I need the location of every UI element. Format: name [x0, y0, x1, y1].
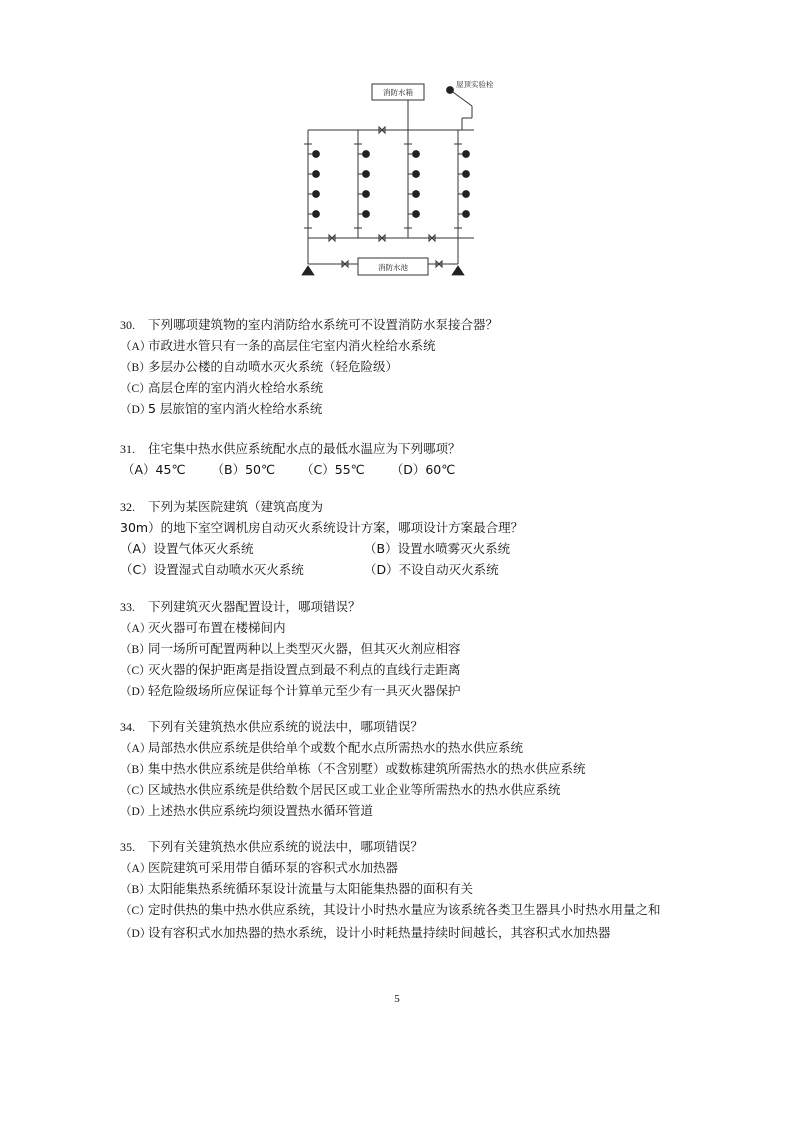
question-text: 下列建筑灭火器配置设计，哪项错误？ — [148, 599, 361, 614]
option-a: （A）局部热水供应系统是供给单个或数个配水点所需热水的热水供应系统 — [120, 740, 524, 755]
question-stem — [120, 496, 680, 517]
hydrant-column-2 — [363, 151, 370, 218]
option-b: （B）设置水喷雾灭火系统 — [364, 541, 511, 556]
pool-label: 消防水池 — [378, 263, 408, 272]
question-number: 35. — [120, 840, 135, 854]
options-row — [120, 459, 680, 480]
question-stem — [120, 314, 680, 335]
option-d: （D）上述热水供应系统均须设置热水循环管道 — [120, 803, 374, 818]
question-text: 住宅集中热水供应系统配水点的最低水温应为下列哪项？ — [148, 441, 461, 456]
hydrant-column-3 — [413, 151, 420, 218]
option-a: （A）市政进水管只有一条的高层住宅室内消火栓给水系统 — [120, 338, 436, 353]
question-number: 32. — [120, 500, 135, 514]
question-34 — [120, 716, 680, 821]
option-c: （C）高层仓库的室内消火栓给水系统 — [120, 380, 324, 395]
option-a: （A）设置气体灭火系统 — [120, 541, 254, 556]
option-c: （C）区域热水供应系统是供给数个居民区或工业企业等所需热水的热水供应系统 — [120, 782, 561, 797]
question-text: 下列有关建筑热水供应系统的说法中，哪项错误？ — [148, 839, 424, 854]
option-c: （C）灭火器的保护距离是指设置点到最不利点的直线行走距离 — [120, 662, 461, 677]
fire-water-system-diagram — [296, 78, 510, 280]
question-text: 下列有关建筑热水供应系统的说法中，哪项错误？ — [148, 719, 424, 734]
option-a: （A）医院建筑可采用带自循环泵的容积式水加热器 — [120, 860, 399, 875]
question-text-line-2: 30m）的地下室空调机房自动灭火系统设计方案，哪项设计方案最合理？ — [120, 520, 524, 535]
option-c: （C）定时供热的集中热水供应系统，其设计小时热水量应为该系统各类卫生器具小时热水用量之和 — [120, 902, 661, 917]
question-number: 31. — [120, 442, 135, 456]
fire-pump-right-icon — [452, 266, 464, 275]
question-stem — [120, 836, 680, 857]
option-d: （D）设有容积式水加热器的热水系统，设计小时耗热量持续时间越长，其容积式水加热器 — [120, 925, 611, 940]
question-30 — [120, 314, 680, 419]
option-a: （A）45℃ — [122, 462, 186, 477]
tank-label: 消防水箱 — [383, 88, 413, 97]
question-stem — [120, 596, 680, 617]
hydrant-column-1 — [313, 151, 320, 218]
question-number: 34. — [120, 720, 135, 734]
question-text: 下列哪项建筑物的室内消防给水系统可不设置消防水泵接合器？ — [148, 317, 499, 332]
hydrant-column-4 — [463, 151, 470, 218]
roof-test-label: 屋顶实验栓 — [456, 80, 494, 89]
option-d: （D）轻危险级场所应保证每个计算单元至少有一具灭火器保护 — [120, 683, 461, 698]
question-stem — [120, 716, 680, 737]
roof-test-hydrant-icon — [447, 87, 454, 94]
option-d: （D）60℃ — [390, 462, 456, 477]
option-b: （B）太阳能集热系统循环泵设计流量与太阳能集热器的面积有关 — [120, 881, 474, 896]
question-number: 30. — [120, 318, 135, 332]
option-b: （B）50℃ — [211, 462, 276, 477]
question-33 — [120, 596, 680, 701]
option-d: （D）5 层旅馆的室内消火栓给水系统 — [120, 401, 323, 416]
question-number: 33. — [120, 600, 135, 614]
option-a: （A）灭火器可布置在楼梯间内 — [120, 620, 286, 635]
option-b: （B）集中热水供应系统是供给单栋（不含别墅）或数栋建筑所需热水的热水供应系统 — [120, 761, 586, 776]
option-b: （B）同一场所可配置两种以上类型灭火器，但其灭火剂应相容 — [120, 641, 461, 656]
options-row-2 — [120, 559, 680, 580]
question-35 — [120, 836, 680, 943]
option-b: （B）多层办公楼的自动喷水灭火系统（轻危险级） — [120, 359, 399, 374]
page-number: 5 — [394, 993, 400, 1005]
fire-pump-left-icon — [302, 266, 314, 275]
question-stem — [120, 438, 680, 459]
question-text-line-1: 下列为某医院建筑（建筑高度为 — [148, 499, 324, 514]
option-c: （C）设置湿式自动喷水灭火系统 — [120, 562, 304, 577]
options-row-1 — [120, 538, 680, 559]
option-d: （D）不设自动灭火系统 — [364, 562, 499, 577]
option-c: （C）55℃ — [301, 462, 365, 477]
question-32 — [120, 496, 680, 580]
question-31 — [120, 438, 680, 480]
